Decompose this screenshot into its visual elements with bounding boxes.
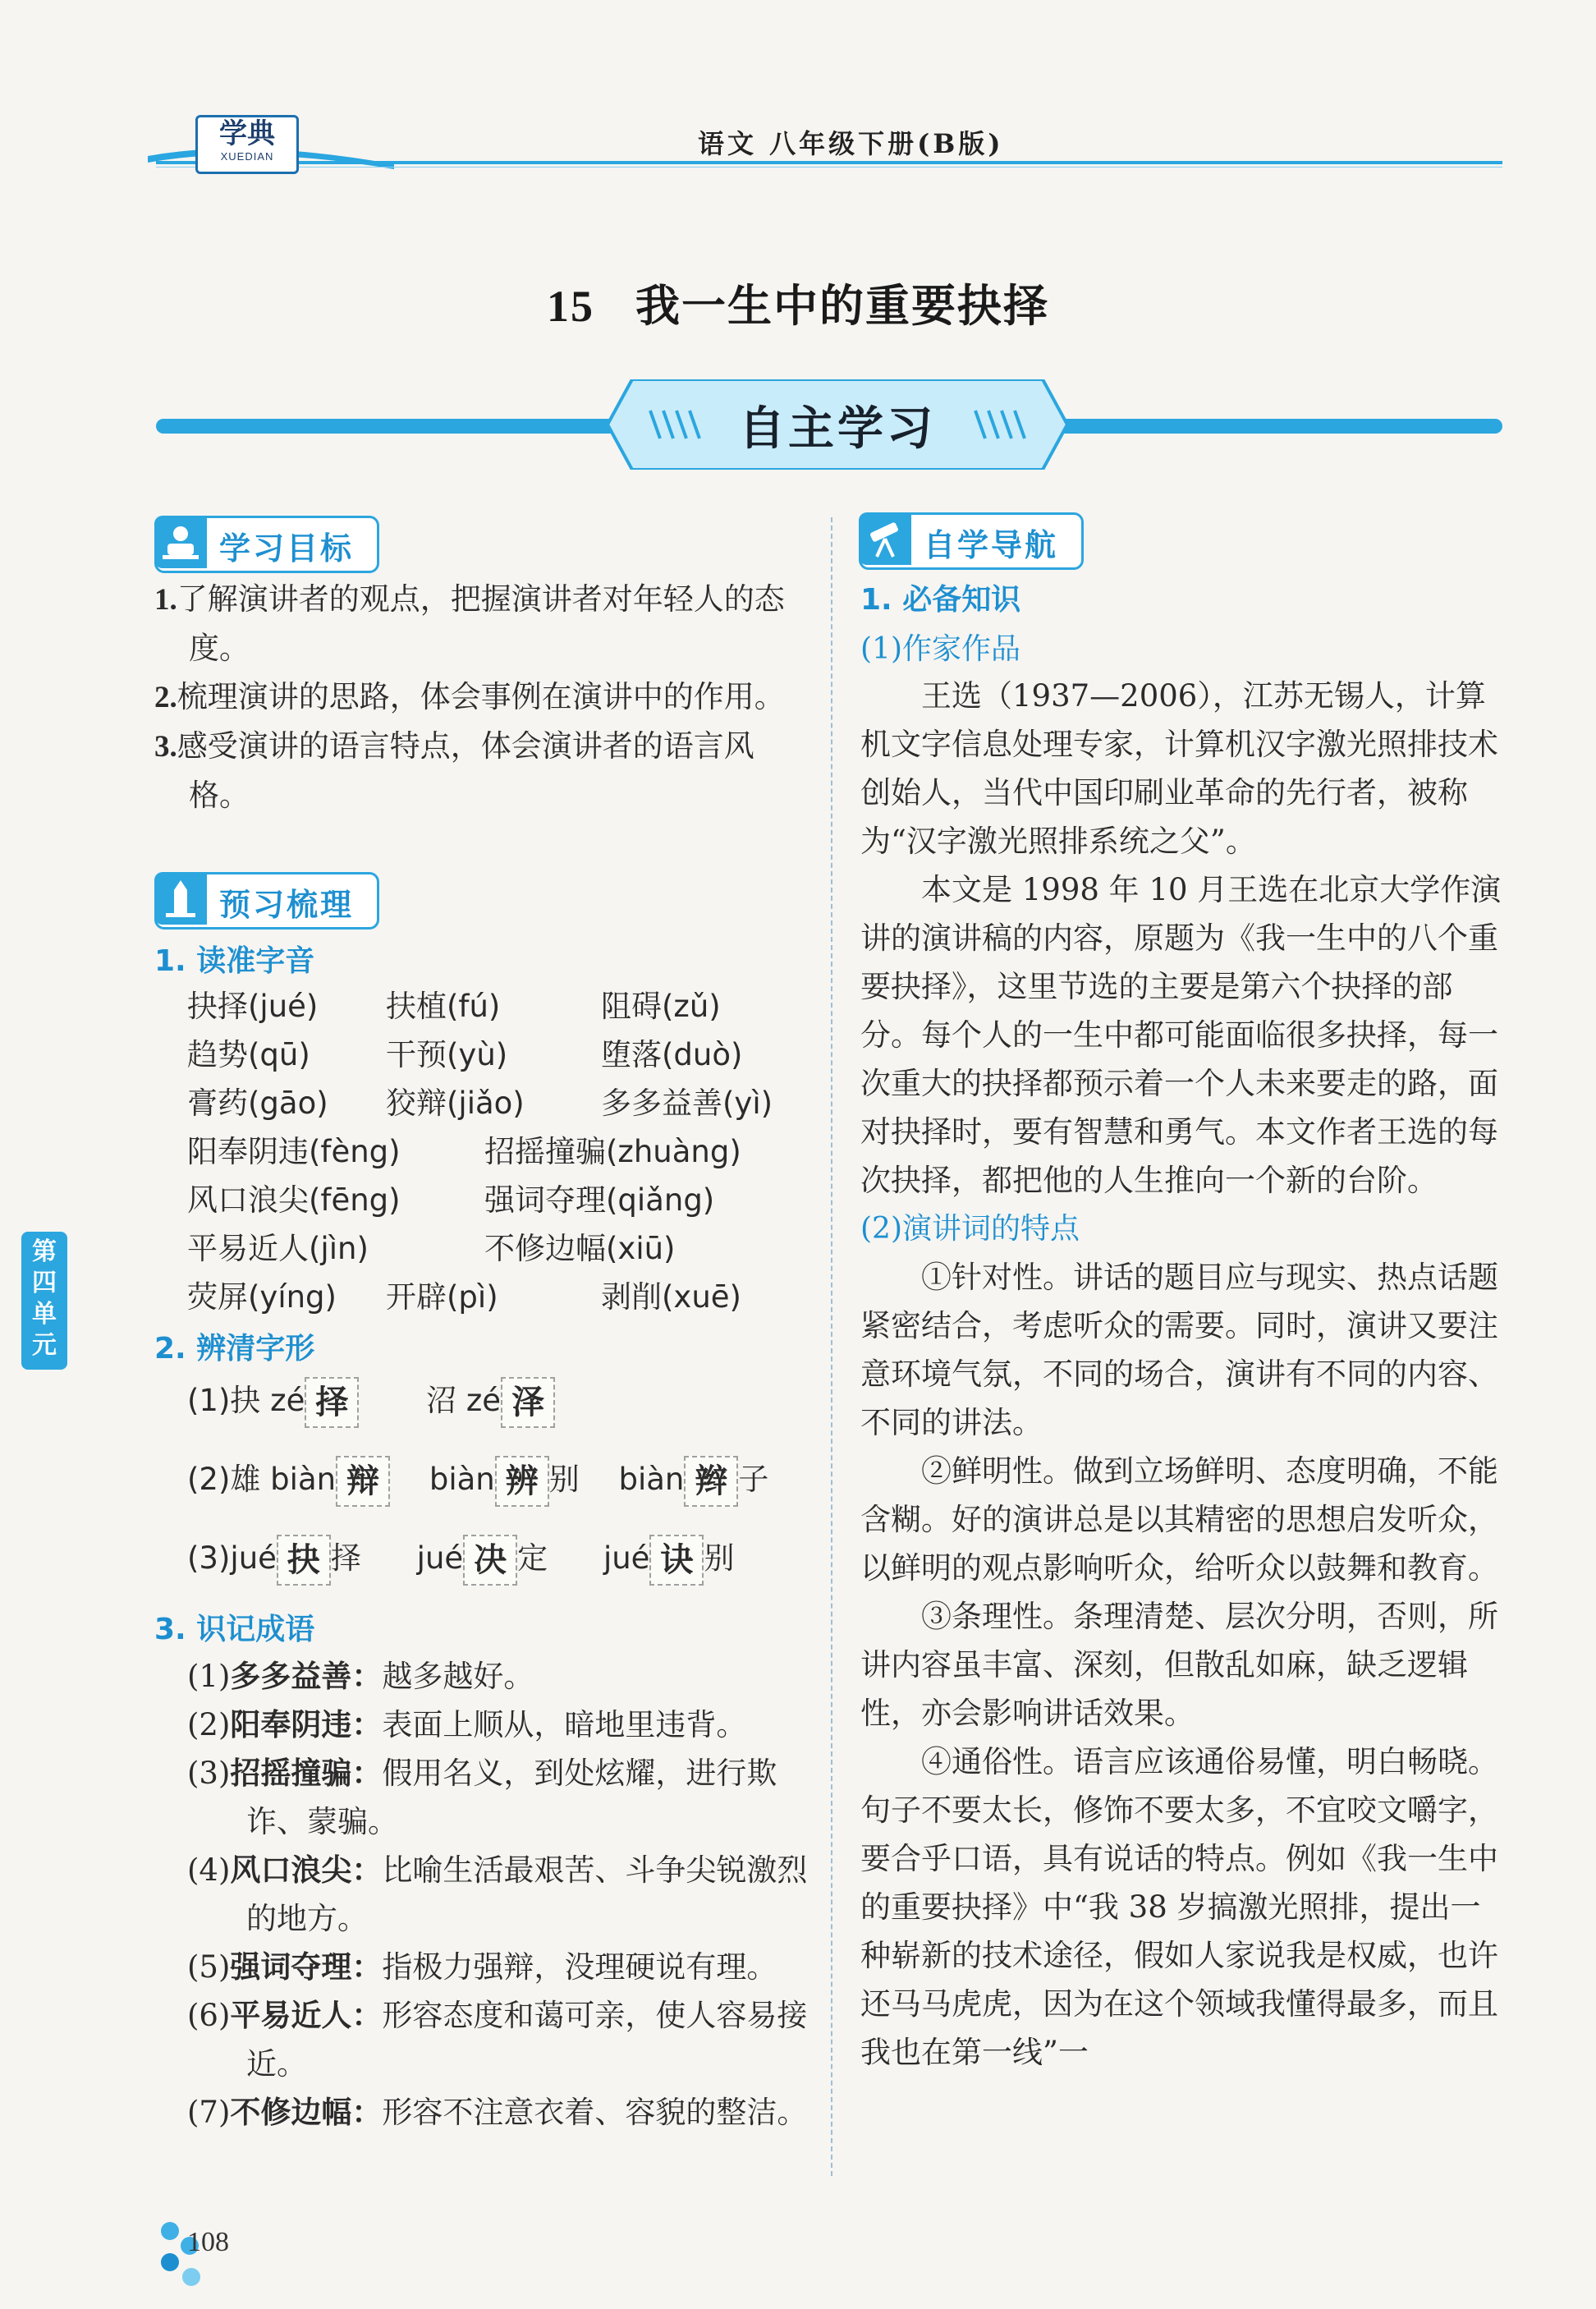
glyph-tail: 择 [330,1540,361,1576]
book-title: 语文 八年级下册(B版) [698,128,1004,159]
goals-list [154,575,811,819]
goals-heading [154,516,379,573]
pinyin-item: 干预(yù) [386,1037,508,1072]
subsection-knowledge: 1. 必备知识 [860,583,1021,617]
subsection-author: (1)作家作品 [860,632,1020,666]
glyph-label: 沼 zé [426,1383,502,1418]
idiom-definition: 假用名义，到处炫耀，进行欺诈、蒙骗。 [246,1756,777,1839]
idiom-number: (7) [187,2095,231,2130]
glyph-tail: 别 [704,1540,735,1576]
glyph-box: 辨 [495,1456,549,1507]
goal-text: 了解演讲者的观点，把握演讲者对年轻人的态度。 [177,581,785,666]
paragraph: ①针对性。讲话的题目应与现实、热点话题紧密结合，考虑听众的需要。同时，演讲又要注意环境气氛，不同的场合，演讲有不同的内容、不同的讲法。 [860,1260,1498,1440]
goal-item [154,575,811,673]
idiom-definition: 形容态度和蔼可亲，使人容易接近。 [246,1998,808,2082]
idiom-number: (4) [187,1852,231,1888]
goal-item [154,673,811,722]
goal-text: 梳理演讲的思路，体会事例在演讲中的作用。 [177,679,785,714]
publisher-logo [195,115,299,174]
glyph-label: (2)雄 biàn [187,1462,337,1497]
goal-item [154,722,811,819]
glyph-box: 泽 [501,1377,555,1428]
pinyin-item: 抉择(jué) [187,989,319,1024]
pinyin-item: 阳奉阴违(fèng) [187,1134,401,1169]
pinyin-item: 堕落(duò) [601,1037,743,1072]
glyph-label: jué [416,1540,464,1576]
goal-number: 1. [154,583,177,617]
pinyin-item: 狡辩(jiǎo) [386,1086,525,1121]
glyph-row [187,1376,555,1428]
guide-body [860,672,1509,2077]
pinyin-item: 开辟(pì) [386,1279,498,1315]
idiom-item [187,1701,811,1749]
idiom-number: (1) [187,1659,231,1694]
paragraph: 王选（1937—2006），江苏无锡人，计算机文字信息处理专家，计算机汉字激光照排技术创始人，当代中国印刷业革命的先行者，被称为“汉字激光照排系统之父”。 [860,678,1498,859]
pinyin-item: 剥削(xuē) [601,1279,741,1315]
header-rule-thin [156,167,1502,168]
glyph-tail: 子 [738,1462,769,1497]
guide-heading-label: 自学导航 [924,527,1059,563]
idiom-item [187,1846,811,1943]
pinyin-item: 膏药(gāo) [187,1086,328,1121]
idiom-term: 阳奉阴违： [230,1707,383,1742]
paragraph: 本文是 1998 年 10 月王选在北京大学作演讲的演讲稿的内容，原题为《我一生中的八个重要抉择》，这里节选的主要是第六个抉择的部分。每个人的一生中都可能面临很多抉择，每一次重大的抉择都预示着一个人未来要走的路，面对抉择时，要有智慧和勇气。本文作者王选的每次抉择，都把他的人生推向一个新的台阶。 [860,872,1502,1198]
page-number: 108 [187,2227,229,2257]
goals-heading-label: 学习目标 [219,530,355,567]
preview-heading [154,872,379,930]
logo-text: 学典 [219,117,275,150]
subsection-pronunciation: 1. 读准字音 [154,944,315,978]
glyph-box: 辫 [684,1456,738,1507]
glyph-row [187,1534,734,1586]
pinyin-item: 多多益善(yì) [601,1086,773,1121]
pinyin-item: 阻碍(zǔ) [601,989,721,1024]
unit-tab: 第四单元 [21,1232,67,1370]
pinyin-item: 趋势(qū) [187,1037,310,1072]
glyph-tail: 定 [517,1540,548,1576]
idiom-term: 平易近人： [230,1998,383,2033]
goal-number: 3. [154,730,177,764]
logo-subtext: XUEDIAN [220,150,274,163]
idiom-number: (5) [187,1949,231,1985]
idiom-term: 招摇撞骗： [230,1756,383,1791]
column-divider [831,517,832,2176]
subsection-idioms: 3. 识记成语 [154,1613,315,1646]
idiom-definition: 表面上顺从，暗地里违背。 [382,1707,747,1742]
glyph-box: 抉 [277,1535,331,1586]
banner-title: 自主学习 [739,402,936,456]
lesson-number: 15 [547,282,594,331]
idiom-item [187,1991,811,2088]
goal-number: 2. [154,681,177,714]
pencil-icon [154,872,207,925]
glyph-label: biàn [618,1462,685,1497]
idiom-term: 风口浪尖： [230,1852,383,1888]
pinyin-item: 风口浪尖(fēng) [187,1182,401,1218]
guide-heading [859,512,1084,570]
glyph-box: 择 [305,1377,359,1428]
subsection-glyphs: 2. 辨清字形 [154,1332,315,1366]
glyph-label: (3)jué [187,1540,277,1576]
header-rule [156,161,1502,164]
telescope-icon [859,512,911,565]
pinyin-item: 强词夺理(qiǎng) [484,1182,715,1218]
glyph-row [187,1455,768,1507]
glyph-box: 辩 [336,1456,390,1507]
lesson-title [0,271,1596,334]
paragraph: ②鲜明性。做到立场鲜明、态度明确，不能含糊。好的演讲总是以其精密的思想启发听众，以鲜明的观点影响听众，给听众以鼓舞和教育。 [860,1453,1498,1586]
glyph-label: biàn [429,1462,495,1497]
paragraph: ④通俗性。语言应该通俗易懂，明白畅晓。句子不要太长，修饰不要太多，不宜咬文嚼字，要合乎口语，具有说话的特点。例如《我一生中的重要抉择》中“我 38 岁搞激光照排，提出一种崭新的技术途径，假如人家说我是权威，也许还马马虎虎，因为在这个领域我懂得最多，而且我也在第一线”一 [860,1744,1498,2070]
preview-heading-label: 预习梳理 [219,887,355,923]
idiom-number: (3) [187,1756,231,1791]
paragraph: ③条理性。条理清楚、层次分明，否则，所讲内容虽丰富、深刻，但散乱如麻，缺乏逻辑性，亦会影响讲话效果。 [860,1599,1498,1731]
student-icon [154,516,207,568]
idiom-number: (6) [187,1998,231,2033]
pinyin-item: 荧屏(yíng) [187,1279,337,1315]
glyph-box: 诀 [649,1535,704,1586]
glyph-tail: 别 [548,1462,580,1497]
goal-text: 感受演讲的语言特点，体会演讲者的语言风格。 [177,728,754,813]
pinyin-item: 不修边幅(xiū) [484,1231,676,1266]
pinyin-item: 扶植(fú) [386,989,501,1024]
idiom-definition: 形容不注意衣着、容貌的整洁。 [382,2095,808,2130]
idiom-definition: 越多越好。 [382,1659,534,1694]
glyph-box: 决 [463,1535,517,1586]
glyph-label: (1)抉 zé [187,1383,305,1418]
lesson-title-text: 我一生中的重要抉择 [635,279,1049,332]
idiom-item [187,1652,811,1701]
idiom-item [187,2088,811,2137]
idiom-definition: 比喻生活最艰苦、斗争尖锐激烈的地方。 [246,1852,808,1936]
idiom-term: 强词夺理： [230,1949,383,1985]
idiom-definition: 指极力强辩，没理硬说有理。 [382,1949,777,1985]
idiom-item [187,1749,811,1846]
idiom-term: 多多益善： [230,1659,383,1694]
idiom-list [187,1652,811,2137]
pinyin-item: 招摇撞骗(zhuàng) [484,1134,741,1169]
pinyin-item: 平易近人(jìn) [187,1231,369,1266]
subsection-features: (2)演讲词的特点 [860,1212,1080,1246]
glyph-label: jué [603,1540,650,1576]
idiom-term: 不修边幅： [230,2095,383,2130]
idiom-number: (2) [187,1707,231,1742]
idiom-item [187,1943,811,1991]
